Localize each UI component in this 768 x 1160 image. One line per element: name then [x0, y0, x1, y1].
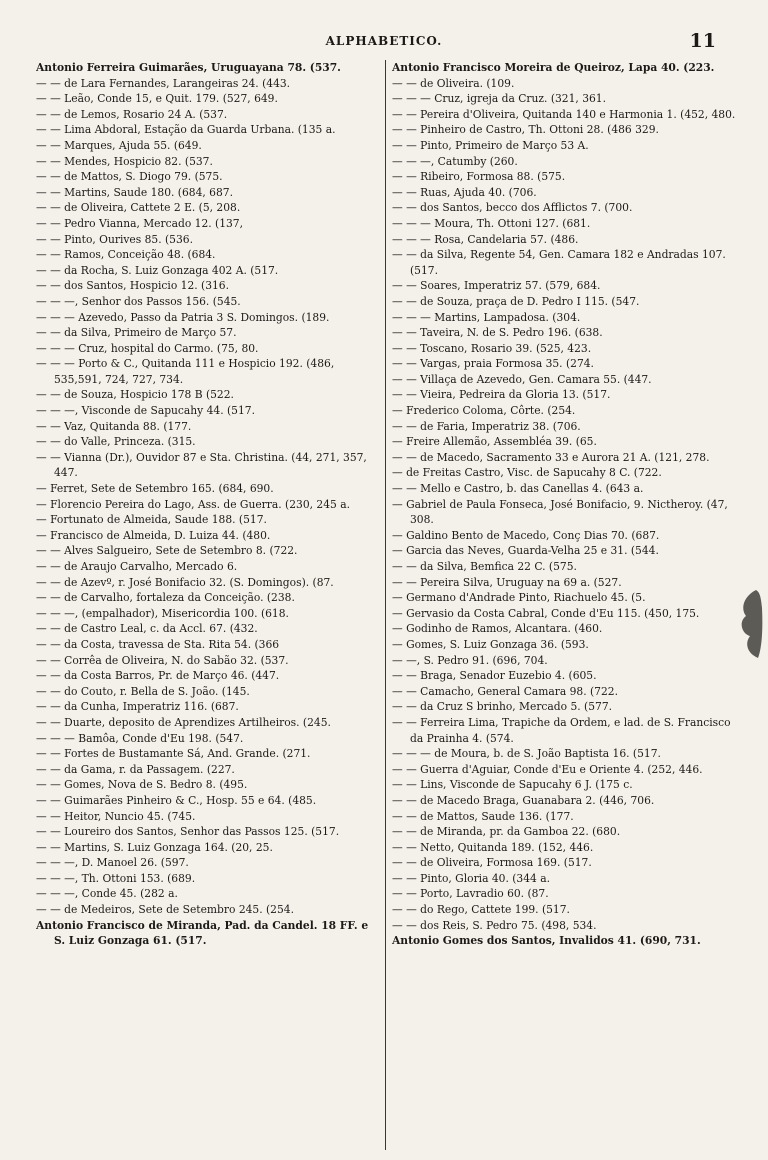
left-column-entry: — — Guimarães Pinheiro & C., Hosp. 55 e 64. (485. — [36, 793, 317, 807]
right-column-entry: — — Taveira, N. de S. Pedro 196. (638. — [392, 326, 603, 340]
right-column-entry: — — de Souza, praça de D. Pedro I 115. (547. — [392, 294, 640, 308]
left-column-entry: — — de Lara Fernandes, Larangeiras 24. (443. — [36, 76, 291, 90]
right-column-entry: — — Ruas, Ajuda 40. (706. — [392, 185, 537, 199]
left-column-entry: — — da Costa, travessa de Sta. Rita 54. (366 — [36, 637, 280, 651]
left-column-entry: — Fortunato de Almeida, Saude 188. (517. — [36, 513, 267, 527]
left-column-entry: — — da Silva, Primeiro de Março 57. — [36, 326, 237, 340]
left-column-entry: — — da Rocha, S. Luiz Gonzaga 402 A. (517. — [36, 263, 279, 277]
left-column-entry: — — —, Visconde de Sapucahy 44. (517. — [36, 404, 255, 418]
right-column-entry: — — da Silva, Bemfica 22 C. (575. — [392, 560, 577, 573]
right-column-entry: — — Pinto, Gloria 40. (344 a. — [392, 871, 551, 885]
left-column-entry: — — Vaz, Quitanda 88. (177. — [36, 419, 192, 433]
left-column-entry: — — da Gama, r. da Passagem. (227. — [36, 762, 235, 776]
right-column-entry: — — dos Reis, S. Pedro 75. (498, 534. — [392, 918, 597, 932]
right-column-entry: — Freire Allemão, Assembléa 39. (65. — [392, 435, 597, 449]
right-column-entry: — — Soares, Imperatriz 57. (579, 684. — [392, 279, 601, 293]
right-column-entry: — — da Cruz S brinho, Mercado 5. (577. — [392, 700, 613, 714]
left-column-entry: — — Vianna (Dr.), Ouvidor 87 e Sta. Christina. (44, 271, 357, 447. — [36, 450, 367, 480]
left-column-entry: — — Martins, S. Luiz Gonzaga 164. (20, 25. — [36, 840, 273, 854]
right-column-entry: — Gomes, S. Luiz Gonzaga 36. (593. — [392, 637, 589, 651]
right-column-entry: — Gervasio da Costa Cabral, Conde d'Eu 115. (450, 175. — [392, 606, 700, 620]
left-column-entry: — — Heitor, Nuncio 45. (745. — [36, 809, 196, 823]
left-column-entry: — — —, Senhor dos Passos 156. (545. — [36, 294, 241, 308]
right-column-entry: — — Pinheiro de Castro, Th. Ottoni 28. (486 329. — [392, 123, 659, 137]
right-column-entry: — — — Rosa, Candelaria 57. (486. — [392, 232, 579, 246]
right-column-entry: — — da Silva, Regente 54, Gen. Camara 182 e Andradas 107. (517. — [392, 248, 726, 277]
left-column-entry: — — de Mattos, S. Diogo 79. (575. — [36, 170, 223, 184]
page-number: 11 — [689, 30, 716, 52]
right-column-entry: — — dos Santos, becco dos Afflictos 7. (700. — [392, 201, 633, 215]
left-column-entry: — — —, (empalhador), Misericordia 100. (618. — [36, 606, 289, 620]
left-column-entry: — — de Araujo Carvalho, Mercado 6. — [36, 560, 238, 573]
left-column-entry: — — Loureiro dos Santos, Senhor das Passos 125. (517. — [36, 825, 340, 839]
two-column-listing — [36, 60, 736, 1150]
right-column-entry: — Germano d'Andrade Pinto, Riachuelo 45. (5. — [392, 591, 646, 605]
right-column-entry: — — do Rego, Cattete 199. (517. — [392, 903, 570, 917]
left-column-entry: — — — Porto & C., Quitanda 111 e Hospicio 192. (486, 535,591, 724, 727, 734. — [36, 357, 335, 386]
right-column-entry: — —, S. Pedro 91. (696, 704. — [392, 653, 548, 667]
right-column-entry: — — —, Catumby (260. — [392, 154, 518, 168]
left-column-entry: — — da Costa Barros, Pr. de Março 46. (447. — [36, 669, 280, 683]
left-column-entry: — — Fortes de Bustamante Sá, And. Grande. (271. — [36, 747, 311, 761]
right-column-entry: — — Mello e Castro, b. das Canellas 4. (643 a. — [392, 482, 644, 496]
running-title: ALPHABETICO. — [325, 34, 443, 48]
left-column-entry: Antonio Francisco de Miranda, Pad. da Candel. 18 FF. e S. Luiz Gonzaga 61. (517. — [36, 918, 369, 948]
left-column-entry: — — Mendes, Hospicio 82. (537. — [36, 154, 213, 168]
right-column-entry: — Galdino Bento de Macedo, Conç Dias 70. (687. — [392, 528, 660, 542]
right-column-entry: — — — Martins, Lampadosa. (304. — [392, 310, 581, 324]
left-column-entry: — — de Azevº, r. José Bonifacio 32. (S. Domingos). (87. — [36, 575, 334, 589]
right-column-entry: — — de Oliveira, Formosa 169. (517. — [392, 856, 592, 870]
right-column-entry: Antonio Francisco Moreira de Queiroz, Lapa 40. (223. — [392, 61, 715, 74]
right-column-entry: — — de Oliveira. (109. — [392, 76, 515, 90]
right-column-entry: — — Pinto, Primeiro de Março 53 A. — [392, 138, 589, 152]
page-header — [0, 30, 768, 58]
right-column-entry: — — — de Moura, b. de S. João Baptista 16. (517. — [392, 747, 661, 761]
right-column-entry: — — Ribeiro, Formosa 88. (575. — [392, 170, 566, 184]
right-column-entry: — — — Moura, Th. Ottoni 127. (681. — [392, 216, 591, 230]
left-column-entry: — — —, Conde 45. (282 a. — [36, 887, 178, 901]
left-column-entry: — — — Azevedo, Passo da Patria 3 S. Domingos. (189. — [36, 310, 330, 324]
left-column — [36, 60, 386, 1150]
ink-blot-icon — [736, 588, 764, 660]
right-column-entry: — — Pereira d'Oliveira, Quitanda 140 e Harmonia 1. (452, 480. — [392, 107, 736, 121]
right-column-entry: — — — Cruz, igreja da Cruz. (321, 361. — [392, 92, 606, 106]
left-column-entry: — — Duarte, deposito de Aprendizes Artilheiros. (245. — [36, 715, 331, 729]
left-column-entry: — — Pedro Vianna, Mercado 12. (137, — [36, 216, 244, 230]
right-column-entry: — — Braga, Senador Euzebio 4. (605. — [392, 669, 597, 683]
left-column-entry: — — Gomes, Nova de S. Bedro 8. (495. — [36, 778, 248, 792]
left-column-entry: — — de Medeiros, Sete de Setembro 245. (254. — [36, 903, 294, 917]
left-column-entry: Antonio Ferreira Guimarães, Uruguayana 78. (537. — [36, 61, 341, 74]
left-column-entry: — — do Couto, r. Bella de S. João. (145. — [36, 684, 250, 698]
left-column-entry: — Francisco de Almeida, D. Luiza 44. (480. — [36, 528, 271, 542]
left-column-entry: — — de Carvalho, fortaleza da Conceição. (238. — [36, 591, 295, 605]
left-column-entry: — Florencio Pereira do Lago, Ass. de Guerra. (230, 245 a. — [36, 497, 350, 511]
left-column-entry: — — de Oliveira, Cattete 2 E. (5, 208. — [36, 201, 241, 215]
left-column-entry: — Ferret, Sete de Setembro 165. (684, 690. — [36, 482, 274, 496]
left-column-entry: — — Leão, Conde 15, e Quit. 179. (527, 649. — [36, 92, 278, 106]
right-column-entry: — — Pereira Silva, Uruguay na 69 a. (527. — [392, 575, 622, 589]
right-column-entry: — — Guerra d'Aguiar, Conde d'Eu e Oriente 4. (252, 446. — [392, 762, 703, 776]
left-column-entry: — — de Castro Leal, c. da Accl. 67. (432. — [36, 622, 258, 636]
right-column-entry: — de Freitas Castro, Visc. de Sapucahy 8 C. (722. — [392, 466, 662, 480]
left-column-entry: — — da Cunha, Imperatriz 116. (687. — [36, 700, 239, 714]
right-column-entry: — — Camacho, General Camara 98. (722. — [392, 684, 618, 698]
right-column-entry: — — Toscano, Rosario 39. (525, 423. — [392, 341, 592, 355]
left-column-entry: — — Lima Abdoral, Estação da Guarda Urbana. (135 a. — [36, 123, 336, 137]
left-column-entry: — — de Souza, Hospicio 178 B (522. — [36, 388, 234, 402]
right-column — [386, 60, 736, 1150]
left-column-entry: — — Corrêa de Oliveira, N. do Sabão 32. (537. — [36, 653, 289, 667]
right-column-entry: Antonio Gomes dos Santos, Invalidos 41. (690, 731. — [392, 934, 701, 948]
left-column-entry: — — — Bamôa, Conde d'Eu 198. (547. — [36, 731, 244, 745]
right-column-entry: — Frederico Coloma, Côrte. (254. — [392, 404, 576, 418]
left-column-entry: — — — Cruz, hospital do Carmo. (75, 80. — [36, 341, 259, 355]
left-column-entry: — — dos Santos, Hospicio 12. (316. — [36, 279, 230, 293]
right-column-entry: — — Netto, Quitanda 189. (152, 446. — [392, 840, 594, 854]
right-column-entry: — Godinho de Ramos, Alcantara. (460. — [392, 622, 603, 636]
right-column-entry: — — de Faria, Imperatriz 38. (706. — [392, 419, 581, 433]
right-column-entry: — — Vieira, Pedreira da Gloria 13. (517. — [392, 388, 611, 402]
right-column-entry: — — Ferreira Lima, Trapiche da Ordem, e lad. de S. Francisco da Prainha 4. (574. — [392, 715, 731, 745]
right-column-entry: — — de Mattos, Saude 136. (177. — [392, 809, 574, 823]
left-column-entry: — — —, D. Manoel 26. (597. — [36, 856, 189, 870]
right-column-entry: — — Villaça de Azevedo, Gen. Camara 55. (447. — [392, 372, 652, 386]
left-column-entry: — — Marques, Ajuda 55. (649. — [36, 138, 202, 152]
left-column-entry: — — Martins, Saude 180. (684, 687. — [36, 185, 233, 199]
right-column-entry: — Garcia das Neves, Guarda-Velha 25 e 31. (544. — [392, 544, 659, 558]
right-column-entry: — — de Macedo Braga, Guanabara 2. (446, 706. — [392, 793, 655, 807]
right-column-entry: — — de Miranda, pr. da Gamboa 22. (680. — [392, 825, 621, 839]
left-column-entry: — — do Valle, Princeza. (315. — [36, 435, 196, 449]
right-column-entry: — — de Macedo, Sacramento 33 e Aurora 21 A. (121, 278. — [392, 450, 710, 464]
right-column-entry: — — Vargas, praia Formosa 35. (274. — [392, 357, 594, 371]
left-column-entry: — — de Lemos, Rosario 24 A. (537. — [36, 107, 228, 121]
right-column-entry: — — Lins, Visconde de Sapucahy 6 J. (175 c. — [392, 778, 633, 792]
right-column-entry: — — Porto, Lavradio 60. (87. — [392, 887, 549, 901]
left-column-entry: — — —, Th. Ottoni 153. (689. — [36, 871, 196, 885]
left-column-entry: — — Alves Salgueiro, Sete de Setembro 8. (722. — [36, 544, 298, 558]
right-column-entry: — Gabriel de Paula Fonseca, José Bonifacio, 9. Nictheroy. (47, 308. — [392, 497, 728, 527]
left-column-entry: — — Ramos, Conceição 48. (684. — [36, 248, 216, 262]
left-column-entry: — — Pinto, Ourives 85. (536. — [36, 232, 193, 246]
